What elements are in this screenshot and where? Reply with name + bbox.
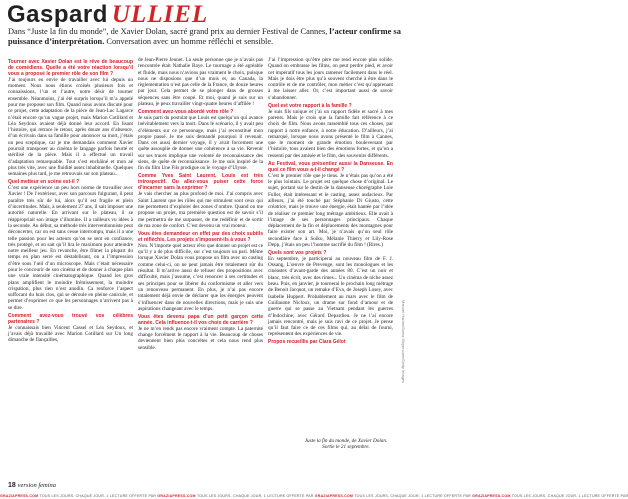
column-1 <box>8 57 133 476</box>
interview-answer: Je suis fils unique et j’ai un rapport fidèle et sacré à mes parents. Mais je crois que la famille fait référence à ce choix de film. Nous avons rassemblé tous ces choses, par rapport à notre enfance, à notre éducation. D’ailleurs, j’ai remarqué, lorsque nous avons présenté le film à Cannes, que le moment de grande émotion bouleversant par l’histoire, tous avaient bien des émotions fortes, et qu’on a ressenti par des amisée et le film, des souvenirs différents. <box>268 108 393 159</box>
lead-bold-text: l’acteur confirme sa puissance d’interprétation. <box>8 27 401 46</box>
interview-question: Quels sont vos projets ? <box>268 249 327 256</box>
interview-answer: J’ai l’impression qu’être père me rend encore plus solide. Quand on embrasse les films, on peut perdre pied, et avoir cet impératif tous les jours ramener facilement dans le réel. Mais je dois être plus qu’à souvent cherché à être dans le contrôle et de me contrôler, mon métier c’est qu’apprenant à me laisser aller. Or, c’est important aussi de savoir s’abandonner. <box>268 57 393 101</box>
interview-question: Tourner avec Xavier Dolan est le rêve de beaucoup de comédiens. Quelle a été votre réaction lorsqu’il vous a proposé le premier rôle de son film ? <box>8 58 133 77</box>
ticker-text: TOUS LES JOURS, CHAQUE JOUR, 1 LECTURE OFFERTE PAR <box>511 494 628 498</box>
photo-caption <box>300 438 392 450</box>
interview-answer: Je suis parti du postulat que Louis est quelqu’un qui avance inévitablement vers la mort. Dans le scénario, il y avait peu d’éléments sur ce personnage, mais j’ai reconstitué mon propre passé. Je me suis demandé pourquoi il revenait. Dans cet aussi dernier voyage, il y avait forcement une quête assouplie de donner une cohérence à sa vie. Revenir sur ses traces implique une volonté de reconnaissance des siens, de quête de reconnaissance. Je me suis inspiré de la fin du film Une Fils prodigue ou le voyage d’Ulysse. <box>138 114 263 172</box>
lead-text-2: Conversation avec un homme réfléchi et sensible. <box>104 36 274 46</box>
folio <box>8 482 56 489</box>
caption-line-1: Juste la fin du monde, de Xavier Dolan. <box>304 438 388 444</box>
interview-question: Quel est votre rapport à la famille ? <box>268 102 352 109</box>
caption-line-2: Sortie le 21 septembre. <box>322 444 370 451</box>
interview-question: Vous êtes devenu papa d’un petit garçon cette année. Cela influence-t-il vos choix de carrière ? <box>138 313 263 326</box>
interview-question: Comme Yves Saint Laurent, Louis est très introspectif. Ou allez-vous puiser cette force d’incarner sans la exprimer ? <box>138 173 263 192</box>
title-first-name: Gaspard <box>7 1 108 28</box>
interview-answer: En septembre, je participerai au nouveau film de F. J. Ossang, L’œuvre de Prevenge, sont les monologues et les cinéastes d’avant-garde des années 80. C’est un noir et blanc, très écrit, avec des rimes... Un cinéma de niche assez beau. Puis, en janvier, je tournerai le prochain long métrage de Benoit Jacquot, un remake d’Eva, de Joseph Losey, avec Isabelle Huppert. Probablement au mars avec le film de Guillaume Nicloux, un drame sur fond d’amour et de guerre qui se passe au Vietnam pendant les guerres d’Indochine, avec Gérard Depardieu. Je ne l’ai encore jamais rencontré, mais je suis ravi de ce projet. Je pense qu’il faut faire ce de ces films qui, au délai de fourni, représentent des expériences de vie. <box>268 255 393 338</box>
lead-text-1: Dans “Juste la fin du monde”, de Xavier Dolan, sacré grand prix au dernier Festival de Cannes, <box>8 27 330 36</box>
title-last-name: ULLIEL <box>111 1 209 28</box>
interview-answer: C’est le premier rôle que je tiens. Je n’étais pas qu’on a été le plus lointain. Le projet est quelque chose d’original. Le sujet, portant sur le destin de la danseuse chorégraphe Loie Fuller, était intéressant et le casting, assez audacieux. Par ailleurs, j’ai été touché par Stéphanie Di Giusto, cette créatrice, mais je trouve une énergie, était hantée par l’idée de réaliser ce premier long métrage ambitieux. Elle avait à l’image de ses personnages principaux. Chaque déplacement de la fin et déplacements des montagnes pour faire exister son art. Moi, je n’avais qu’un seul rôle secondâire face à Soïko, Mélanie Thierry et Lily-Rose Depp, j’étais un peu l’homme sacrifié du film ! (Rires.) <box>268 172 393 248</box>
interview-answer: Je ne m’en rends pas encore vraiment compte. La paternité change forcément le rapport à la vie. Beaucoup de choses deviennent bien plus concrètes et cela nous rend plus sensible. <box>138 325 263 351</box>
page-footer <box>0 480 628 499</box>
column-2 <box>138 57 263 476</box>
interview-answer: Je connaissais bien Vincent Cassel et Léa Seydoux, et j’avais déjà travaillé avec Marion Cotillard sur Un long dimanche de fiançailles, <box>8 324 133 344</box>
ticker-site: GRAZIAPRESS.COM <box>157 494 197 498</box>
ticker-text: TOUS LES JOURS, CHAQUE JOUR, 1 LECTURE OFFERTE PAR <box>39 494 158 498</box>
interview-question: Au Festival, vous présentiez aussi la Danseuse. En quoi ce film vous a-t-il changé ? <box>268 160 393 173</box>
interview-answer: de Jean-Pierre Jeunet. La seule personne que je n’avais pas rencontrée était Nathalie Baye. Le tournage a été agréable et fluide, mais nous n’avions pas vraiment le choix, puisque nous ne disposions que d’un mois et, au Canada, la règlementation n’est pas celle de la France, de douze heures par jour. Cela permet de se plonger dans de grosses séquences sans être coupé. Et moi, quand je suis sur un plateau, je peux travailler vingt-quatre heures d’affilée ! <box>138 57 263 108</box>
footer-ticker <box>0 493 628 499</box>
ticker-site: GRAZIAPRESS.COM <box>0 494 40 498</box>
interview-question: Vous êtes demandeur en effet par des choix subtils et réfléchis. Les projets s’imposent-ils à vous ? <box>138 230 263 243</box>
interview-answer: J’ai toujours eu envie de travailler avec lui depuis un moment. Nous nous étions croisés plusieurs fois et connaissions, l’un et l’autre, notre désir de tourner ensemble. Néanmoins, j’ai été surpris lorsqu’il m’a appelé pour me proposer son film. Quand nous avons discuté pour ce projet, cette adaptation de la pièce de Jean-Luc Lagarce n’était encore qu’un vague projet, mais Marion Cotillard et Léa Seydoux avaient déjà donné leur accord. En lisant l’histoire, qui retrace le retour, après douze ans d’absence, d’un écrivain dans sa famille pour annoncer sa mort, j’étais un peu sceptique, car je me demandais comment Xavier pourrait transposer au cinéma le langage parfois heurté et stérilisé de la pièce. Mais il a effectué un travail d’adaptation remarquable. Tout s’est enchâiné et mon aé plus très vite, avec une fluidité assez inhabituelle. Quelques semaines plus tard, je me retrouvais sur son plateau... <box>8 76 133 178</box>
ticker-text: TOUS LES JOURS, CHAQUE JOUR, 1 LECTURE OFFERTE PAR <box>196 494 315 498</box>
interview-answer: Je vais chercher au plus profond de moi. J’ai compris avec Saint Laurent que les rôles qui me stimulent sont ceux qui me permettent d’explorer des zones d’ombre. Quand on me propose un projet, ma première question est de savoir s’il me permettra de me surpasser, de me redéfinir et de sortir de ma zone de confort. C’est devenu un vrai moteur. <box>138 191 263 229</box>
interview-question: Comment avez-vous abordé votre rôle ? <box>138 108 234 115</box>
column-3 <box>268 57 393 412</box>
interview-question: Propos recueillis par Clara Gélot <box>268 339 346 346</box>
interview-question: Quel metteur en scène est-il ? <box>8 179 80 186</box>
interview-answer: C’est une expérience un peu hors norme de travailler avec Xavier ! De l’extérieur, avec son parcours fulgurant, il peut paraître très sûr de lui, alors qu’il est fragile et plein d’incertitudes. Mais, à seulement 27 ans, il sait imposer une autorité naturelle. En arrivant sur le plateau, il se réappropriait son image s’illumine. Il a railleurs vu idées à la seconde. Au début, sa méthode très interventionniste peut déconcerter, car on est sans cesse interrompu, mais il a une telle passion pour les acteurs qu’on se sent en confiance, très protégé, et on sait qu’il lira le maximum pour atteindre notre meilleur jeu. En revanche, être filmer la plupart du temps en plan serré est déstabilisant, on a l’impression d’être sous l’œil d’un microscope. Mais c’était nécessaire pour le concourir de son cinéma et de donner à chaque plan une vraie intensité cinématographique. Quand les gros plans amplifient le moindre frémissement, la moindre crispation, plus rien n’est anodin. Ca renforce l’aspect suffocant du huis clos, qui se déroule en pleine canicule, et permet d’exprimer ce que les personnages n’arrivent pas à se dire. <box>8 185 133 311</box>
ticker-text: TOUS LES JOURS, CHAQUE JOUR, 1 LECTURE OFFERTE PAR <box>354 494 473 498</box>
page-number: 18 <box>8 482 16 489</box>
ticker-site: GRAZIAPRESS.COM <box>472 494 512 498</box>
article-lead <box>8 27 404 46</box>
ticker-site: GRAZIAPRESS.COM <box>314 494 355 498</box>
photo-credit-text: Manuel Harlan/Sonia Moyersoen/Getty Images <box>401 300 406 384</box>
photo-credit <box>398 300 406 440</box>
magazine-name: version femina <box>17 482 57 489</box>
interview-answer: Non. N’importe quel acteur rêve que donner un projet est ce qu’il y a de plus difficile, sur c’est toujours un pari. Même lorsque Xavier Dolan vous propose un film avec un casting comme celui-ci, on ne peut jamais être totalement sûr du résultat. Il m’arrive aussi de refuser des propositions avec difficulté, mais j’assume, c’est renoncer à ses certitudes et ses principes pour se libérer du conformisme et aller vers un renouveau permanent. En plus, je n’ai pas encore totalement déjà envie de déclarer que les énergies peuvent s’influencer dans de nouvelles directions, mais je suis une aspirations changeant avec le temps. <box>138 242 263 312</box>
interview-question: Comment avez-vous trouvé vos célèbres partenaires ? <box>8 312 133 325</box>
article-title <box>7 1 208 27</box>
